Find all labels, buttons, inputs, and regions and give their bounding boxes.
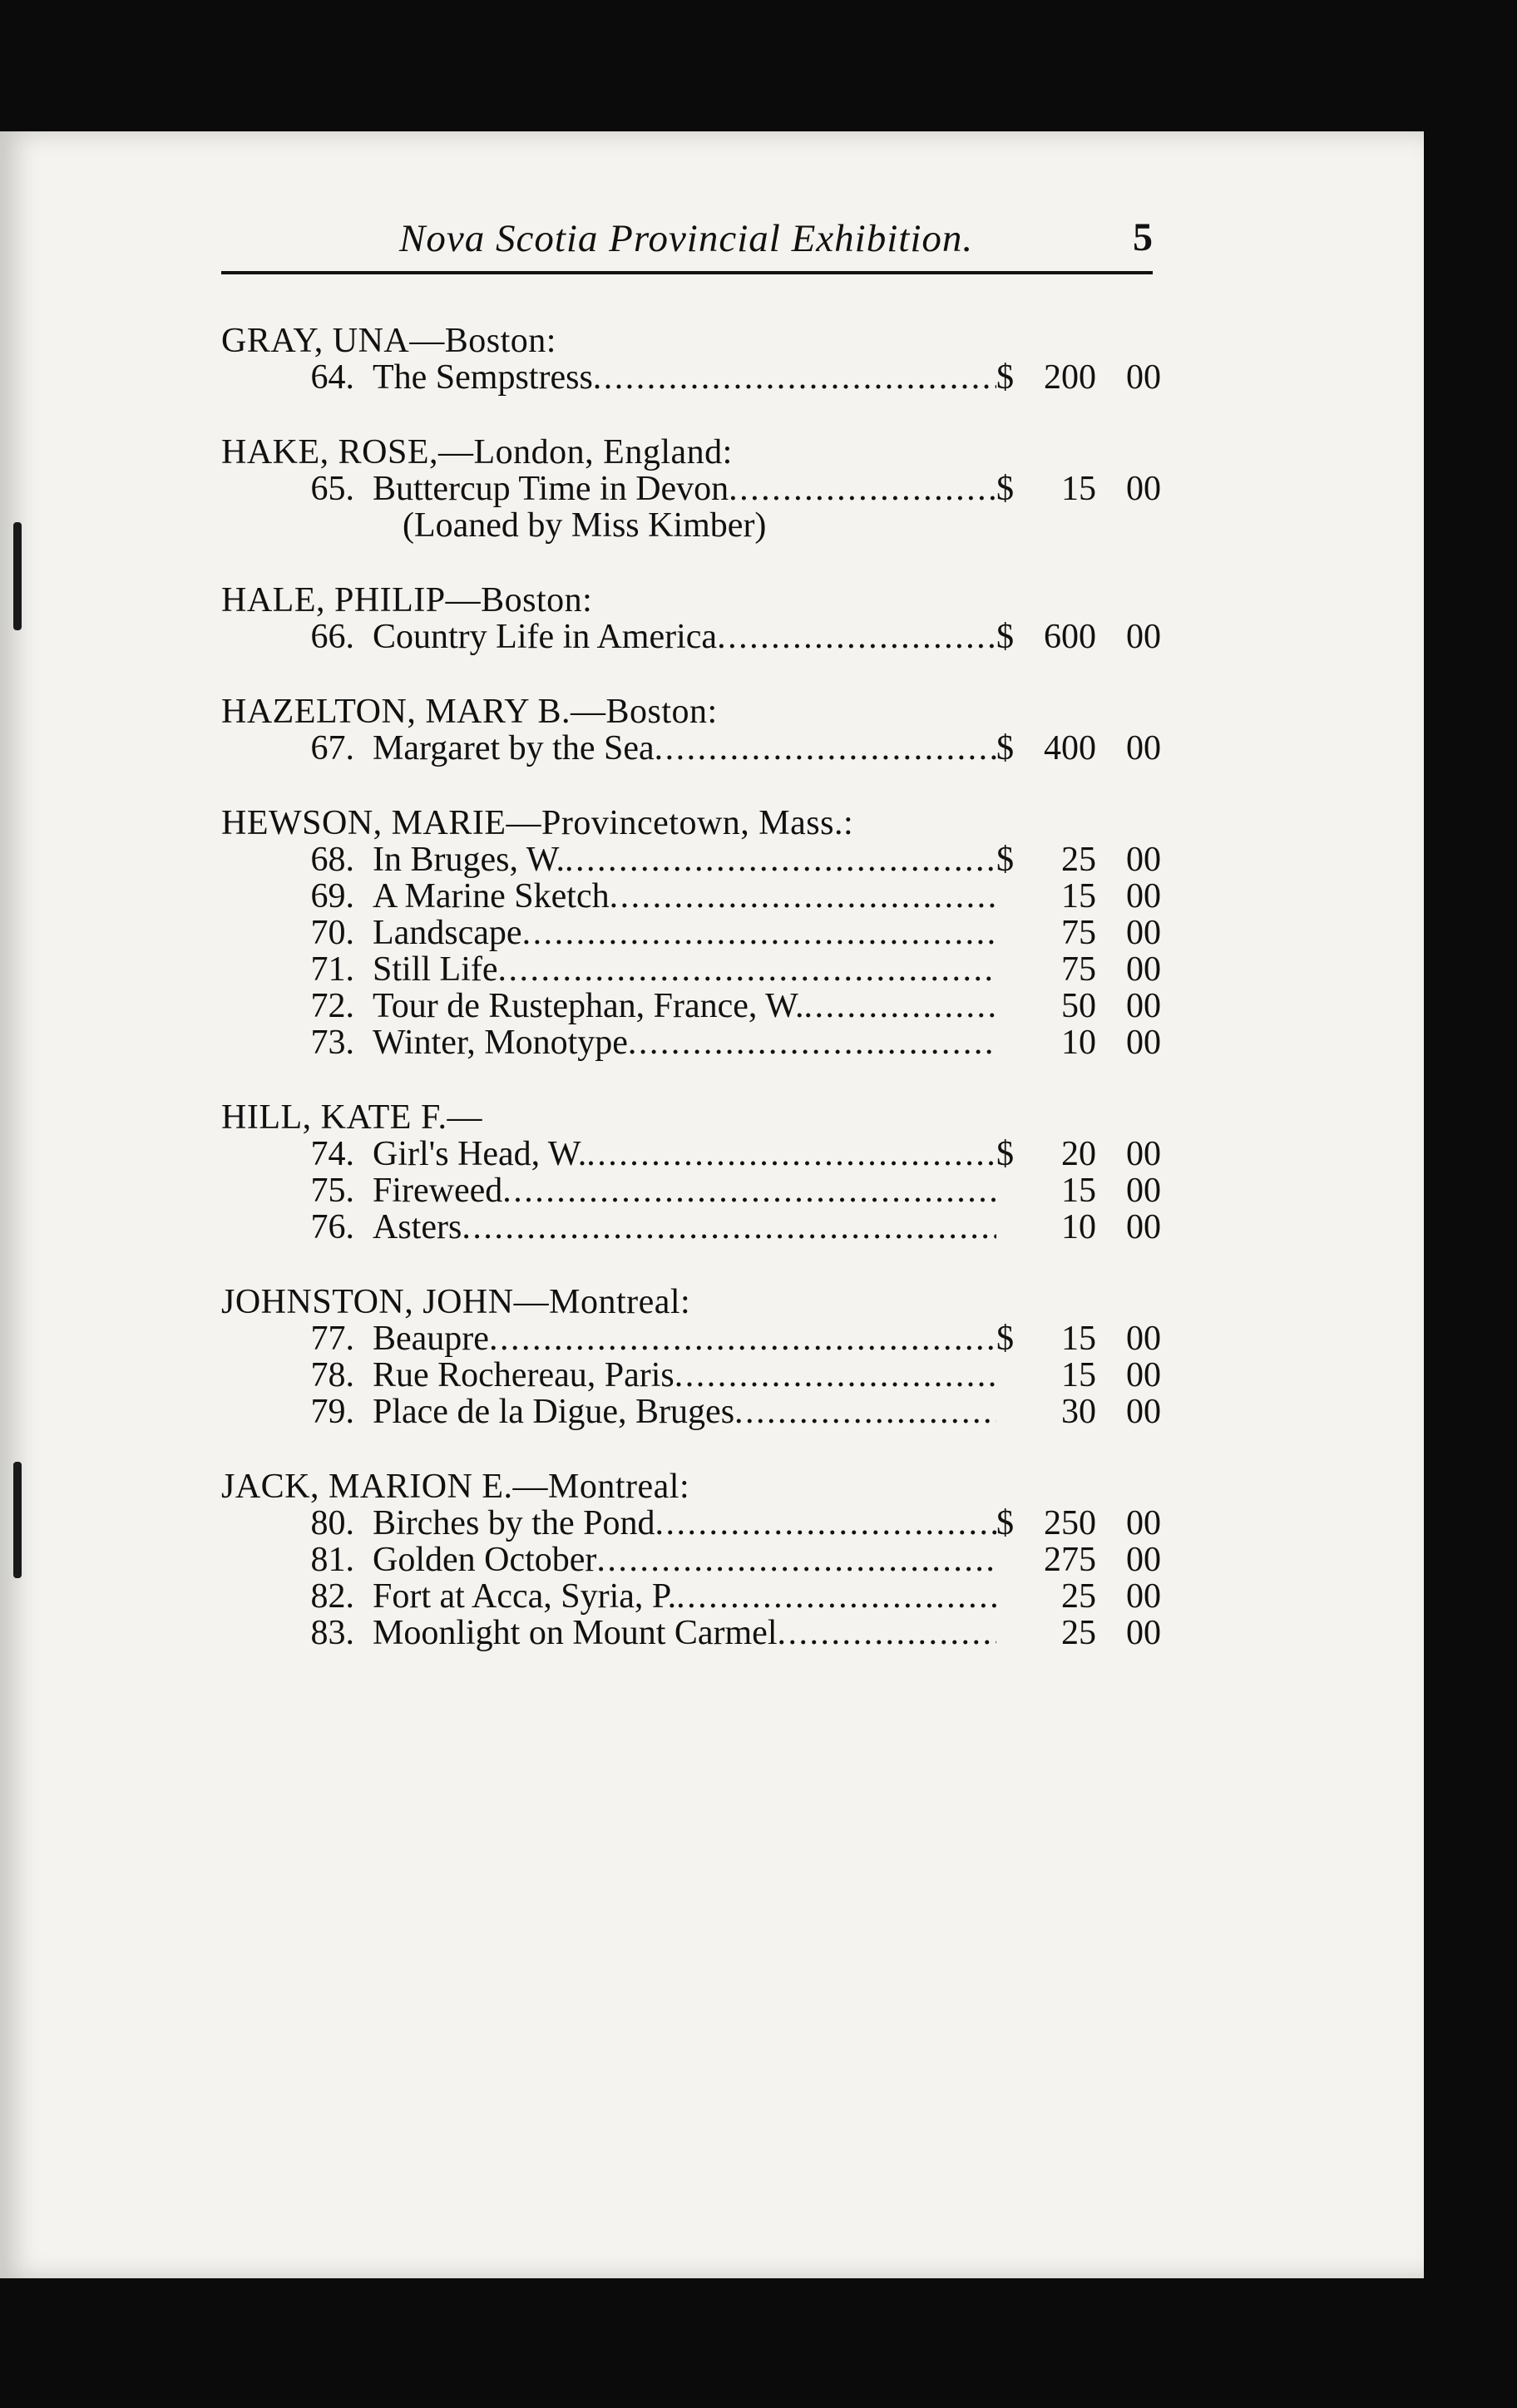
dot-leader — [596, 1542, 996, 1578]
currency-sign: $ — [996, 618, 1014, 656]
price-dollars: 15 — [1061, 470, 1096, 508]
binding-mark-top — [13, 522, 22, 630]
catalog-entry — [221, 359, 1161, 396]
dot-leader — [729, 471, 996, 507]
currency-sign: $ — [996, 1135, 1014, 1173]
entry-title: Country Life in America — [373, 618, 718, 656]
catalog-entry — [221, 1024, 1161, 1061]
entry-title: Birches by the Pond — [373, 1504, 655, 1542]
price-dollars: 600 — [1044, 618, 1096, 656]
entry-number: 79. — [310, 1393, 354, 1431]
price-cents: 00 — [1126, 987, 1161, 1025]
entry-number: 80. — [310, 1504, 354, 1542]
entry-title: Winter, Monotype — [373, 1024, 628, 1062]
artist-name: GRAY, UNA—Boston: — [221, 322, 556, 360]
entry-title: Tour de Rustephan, France, W. — [373, 987, 804, 1025]
catalog-entry — [221, 1394, 1161, 1430]
price-cents: 00 — [1126, 729, 1161, 767]
dot-leader — [610, 878, 996, 915]
entry-title: A Marine Sketch — [373, 877, 610, 915]
price-dollars: 30 — [1061, 1393, 1096, 1431]
entry-number: 71. — [310, 950, 354, 989]
artist-name: JACK, MARION E.—Montreal: — [221, 1468, 690, 1506]
entry-number: 65. — [310, 470, 354, 508]
header-rule — [221, 271, 1153, 274]
price-dollars: 400 — [1044, 729, 1096, 767]
catalog-entry — [221, 988, 1161, 1024]
artist-name: HEWSON, MARIE—Provincetown, Mass.: — [221, 804, 854, 842]
entry-title: Asters — [373, 1208, 462, 1246]
price-dollars: 15 — [1061, 1320, 1096, 1358]
price-dollars: 75 — [1061, 914, 1096, 952]
entry-title: The Sempstress — [373, 358, 593, 397]
dot-leader — [462, 1209, 996, 1246]
entry-number: 82. — [310, 1577, 354, 1616]
entry-title: Buttercup Time in Devon — [373, 470, 729, 508]
catalog-entry — [221, 1542, 1161, 1578]
price-cents: 00 — [1126, 841, 1161, 879]
running-header — [221, 211, 1153, 278]
currency-sign: $ — [996, 729, 1014, 767]
currency-sign: $ — [996, 358, 1014, 397]
dot-leader — [489, 1320, 996, 1357]
price-cents: 00 — [1126, 950, 1161, 989]
price-cents: 00 — [1126, 914, 1161, 952]
dot-leader — [803, 988, 996, 1024]
artist-name: HILL, KATE F.— — [221, 1098, 482, 1137]
artist-name: HAZELTON, MARY B.—Boston: — [221, 693, 718, 731]
catalog-entry — [221, 1136, 1161, 1172]
artist-name: HAKE, ROSE,—London, England: — [221, 433, 733, 471]
loan-note: (Loaned by Miss Kimber) — [403, 506, 767, 545]
catalog-entry — [221, 1320, 1161, 1357]
entry-title: Fireweed — [373, 1172, 503, 1210]
entry-number: 77. — [310, 1320, 354, 1358]
price-dollars: 15 — [1061, 1172, 1096, 1210]
price-dollars: 10 — [1061, 1208, 1096, 1246]
artist-block — [221, 693, 1161, 767]
entry-title: Moonlight on Mount Carmel — [373, 1614, 778, 1652]
dot-leader — [586, 1136, 996, 1172]
entry-number: 72. — [310, 987, 354, 1025]
header-title: Nova Scotia Provincial Exhibition. — [399, 217, 974, 260]
dot-leader — [502, 1172, 996, 1209]
price-cents: 00 — [1126, 877, 1161, 915]
price-cents: 00 — [1126, 618, 1161, 656]
catalog-entry — [221, 1578, 1161, 1615]
entry-title: Girl's Head, W. — [373, 1135, 587, 1173]
price-cents: 00 — [1126, 1541, 1161, 1579]
price-dollars: 75 — [1061, 950, 1096, 989]
price-cents: 00 — [1126, 1504, 1161, 1542]
catalog-entry — [221, 471, 1161, 507]
price-dollars: 25 — [1061, 1577, 1096, 1616]
price-dollars: 50 — [1061, 987, 1096, 1025]
price-cents: 00 — [1126, 1024, 1161, 1062]
entry-number: 66. — [310, 618, 354, 656]
entry-number: 70. — [310, 914, 354, 952]
catalog-entry — [221, 915, 1161, 951]
entry-title: Still Life — [373, 950, 498, 989]
price-dollars: 15 — [1061, 1356, 1096, 1394]
artist-block — [221, 582, 1161, 655]
dot-leader — [628, 1024, 996, 1061]
entry-number: 75. — [310, 1172, 354, 1210]
entry-number: 74. — [310, 1135, 354, 1173]
entry-number: 81. — [310, 1541, 354, 1579]
catalog-list — [221, 323, 1161, 1690]
artist-block — [221, 323, 1161, 396]
price-dollars: 20 — [1061, 1135, 1096, 1173]
dot-leader — [655, 1505, 996, 1542]
entry-title: Fort at Acca, Syria, P. — [373, 1577, 677, 1616]
dot-leader — [778, 1615, 997, 1651]
entry-number: 64. — [310, 358, 354, 397]
dot-leader — [734, 1394, 996, 1430]
price-dollars: 200 — [1044, 358, 1096, 397]
catalog-entry — [221, 619, 1161, 655]
dot-leader — [717, 619, 996, 655]
entry-number: 67. — [310, 729, 354, 767]
price-dollars: 25 — [1061, 1614, 1096, 1652]
dot-leader — [498, 951, 997, 988]
artist-name: JOHNSTON, JOHN—Montreal: — [221, 1283, 691, 1321]
price-cents: 00 — [1126, 358, 1161, 397]
catalog-entry — [221, 1357, 1161, 1394]
artist-block — [221, 434, 1161, 544]
price-cents: 00 — [1126, 1208, 1161, 1246]
page-number: 5 — [1133, 215, 1153, 259]
catalog-entry — [221, 1209, 1161, 1246]
price-dollars: 250 — [1044, 1504, 1096, 1542]
currency-sign: $ — [996, 1504, 1014, 1542]
entry-title: In Bruges, W. — [373, 841, 565, 879]
price-cents: 00 — [1126, 1393, 1161, 1431]
price-cents: 00 — [1126, 1614, 1161, 1652]
price-dollars: 275 — [1044, 1541, 1096, 1579]
entry-title: Rue Rochereau, Paris — [373, 1356, 674, 1394]
price-cents: 00 — [1126, 1320, 1161, 1358]
artist-name: HALE, PHILIP—Boston: — [221, 581, 593, 619]
catalog-entry — [221, 1172, 1161, 1209]
catalog-entry — [221, 841, 1161, 878]
artist-block — [221, 1099, 1161, 1246]
price-dollars: 15 — [1061, 877, 1096, 915]
dot-leader — [593, 359, 996, 396]
catalog-entry — [221, 1505, 1161, 1542]
catalog-entry — [221, 951, 1161, 988]
entry-number: 76. — [310, 1208, 354, 1246]
entry-title: Place de la Digue, Bruges — [373, 1393, 735, 1431]
price-cents: 00 — [1126, 1172, 1161, 1210]
entry-title: Margaret by the Sea — [373, 729, 655, 767]
entry-title: Beaupre — [373, 1320, 489, 1358]
entry-number: 83. — [310, 1614, 354, 1652]
entry-number: 73. — [310, 1024, 354, 1062]
artist-block — [221, 1284, 1161, 1430]
catalog-entry — [221, 1615, 1161, 1651]
entry-title: Landscape — [373, 914, 522, 952]
price-cents: 00 — [1126, 1356, 1161, 1394]
binding-mark-bottom — [13, 1462, 22, 1578]
catalog-entry — [221, 730, 1161, 767]
entry-number: 68. — [310, 841, 354, 879]
dot-leader — [522, 915, 996, 951]
artist-block — [221, 1468, 1161, 1651]
dot-leader — [655, 730, 996, 767]
currency-sign: $ — [996, 841, 1014, 879]
entry-number: 69. — [310, 877, 354, 915]
currency-sign: $ — [996, 1320, 1014, 1358]
price-dollars: 10 — [1061, 1024, 1096, 1062]
price-cents: 00 — [1126, 1577, 1161, 1616]
entry-title: Golden October — [373, 1541, 597, 1579]
currency-sign: $ — [996, 470, 1014, 508]
dot-leader — [676, 1578, 996, 1615]
dot-leader — [674, 1357, 996, 1394]
entry-number: 78. — [310, 1356, 354, 1394]
artist-block — [221, 805, 1161, 1061]
price-cents: 00 — [1126, 1135, 1161, 1173]
price-dollars: 25 — [1061, 841, 1096, 879]
catalog-entry — [221, 878, 1161, 915]
dot-leader — [565, 841, 996, 878]
price-cents: 00 — [1126, 470, 1161, 508]
